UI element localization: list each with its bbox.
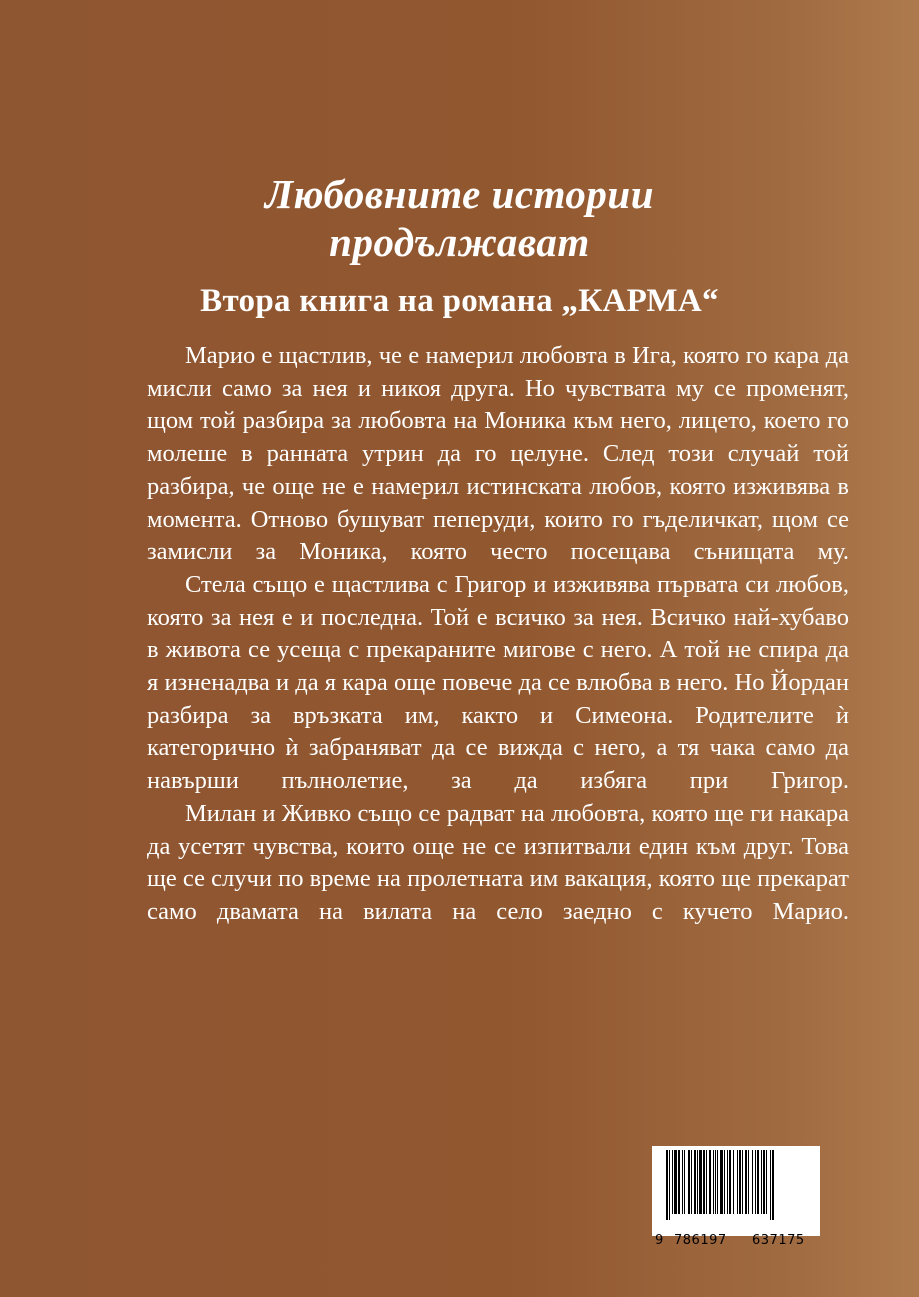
barcode-bar	[742, 1150, 743, 1214]
barcode-bar	[699, 1150, 702, 1214]
barcode-digit-first: 9	[655, 1233, 664, 1248]
barcode-bar	[739, 1150, 741, 1214]
barcode-bar	[713, 1150, 714, 1214]
barcode-bar	[724, 1150, 725, 1214]
barcode-bar	[717, 1150, 718, 1214]
barcode-bar	[761, 1150, 762, 1214]
barcode-bar	[666, 1150, 668, 1220]
barcode-bar	[737, 1150, 738, 1214]
book-title-line-2: продължават	[329, 219, 590, 265]
barcode-bar	[669, 1150, 670, 1220]
barcode-digits-right: 637175	[752, 1233, 805, 1248]
barcode-bar	[682, 1150, 683, 1214]
barcode-bars	[652, 1146, 820, 1220]
blurb-text	[147, 340, 849, 929]
barcode-bar	[715, 1150, 716, 1214]
barcode-bar	[770, 1150, 771, 1220]
barcode-bar	[752, 1150, 753, 1214]
barcode-bar	[684, 1150, 685, 1214]
blurb-paragraph-1: Марио е щастлив, че е намерил любовта в Ига, която го кара да мисли само за нея и никоя друга. Но чувствата му се променят, щом той разбира за любовта на Моника към него, лицето, което го молеше в ранната утрин да го целуне. След този случай той разбира, че още не е намерил истинската любов, която изживява в момента. Отново бушуват пеперуди, които го гъделичкат, щом се замисли за Моника, която често посещава сънищата му.	[147, 342, 849, 566]
barcode-bar	[694, 1150, 696, 1214]
barcode-bar	[691, 1150, 692, 1214]
barcode-bar	[709, 1150, 711, 1214]
book-title-line-1: Любовните истории	[264, 171, 655, 217]
barcode-bar	[678, 1150, 680, 1214]
barcode-bar	[688, 1150, 690, 1214]
isbn-barcode	[652, 1146, 820, 1248]
barcode-bar	[706, 1150, 707, 1214]
blurb-paragraph-3: Милан и Живко също се радват на любовта, която ще ги накара да усетят чувства, които още не се изпитвали един към друг. Това ще се случи по време на пролетната им вакация, която ще прекарат само двамата на вилата на село заедно с кучето Марио.	[147, 799, 849, 925]
barcode-bar	[674, 1150, 677, 1214]
barcode-bar	[697, 1150, 698, 1214]
barcode-bar	[703, 1150, 705, 1214]
barcode-bar	[763, 1150, 765, 1214]
barcode-bar	[720, 1150, 723, 1214]
barcode-bar	[745, 1150, 747, 1214]
barcode-bar	[772, 1150, 774, 1220]
barcode-bar	[727, 1150, 728, 1214]
barcode-bar	[755, 1150, 756, 1214]
blurb-paragraph-2: Стела също е щастлива с Григор и изживява първата си любов, която за нея е и последна. Той е всичко за нея. Всичко най-хубаво в живота се усеща с прекараните мигове с него. А той не спира да я изненадва и да я кара още повече да се влюбва в него. Но Йордан разбира за връзката им, както и Симеона. Родителите ѝ категорично ѝ забраняват да се вижда с него, а тя чака само да навърши пълнолетие, за да избяга при Григор.	[147, 570, 849, 795]
barcode-bar	[733, 1150, 734, 1214]
barcode-bar	[729, 1150, 731, 1214]
barcode-bar	[672, 1150, 673, 1214]
title-block	[0, 170, 919, 321]
barcode-bar	[748, 1150, 749, 1214]
book-subtitle: Втора книга на романа „КАРМА“	[200, 283, 719, 319]
barcode-bar	[766, 1150, 767, 1214]
barcode-digits-left: 786197	[674, 1233, 727, 1248]
barcode-bar	[757, 1150, 759, 1214]
